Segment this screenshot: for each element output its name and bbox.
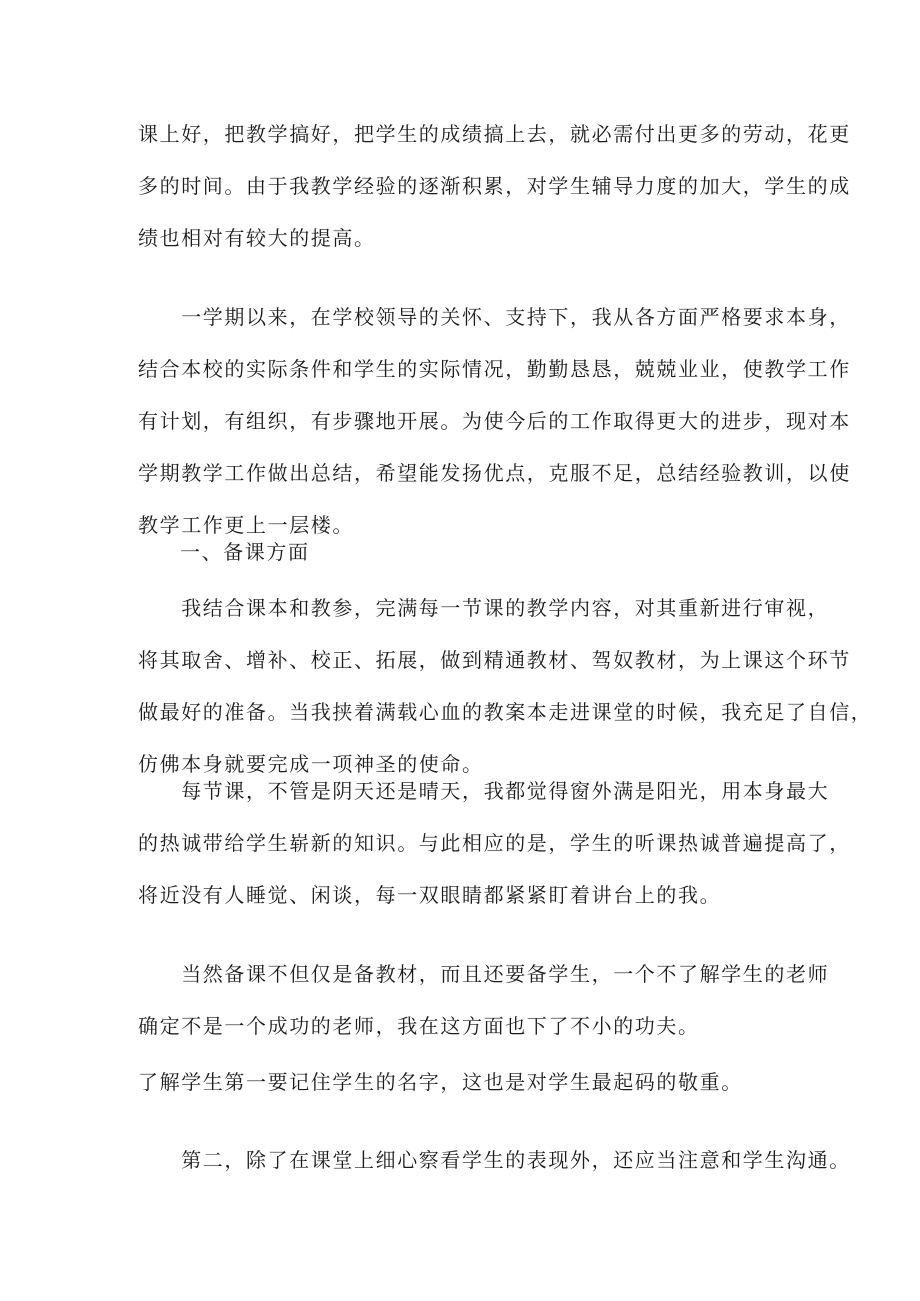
text-line: 结合本校的实际条件和学生的实际情况，勤勤恳恳，兢兢业业，使教学工作 — [138, 357, 851, 381]
text-line: 有计划，有组织，有步骤地开展。为使今后的工作取得更大的进步，现对本 — [138, 409, 851, 433]
heading-text: 一、备课方面 — [180, 540, 310, 564]
text-line: 学期教学工作做出总结，希望能发扬优点，克服不足，总结经验教训，以使 — [138, 461, 851, 485]
text-line: 当然备课不但仅是备教材，而且还要备学生，一个不了解学生的老师 — [138, 962, 830, 986]
text-line: 确定不是一个成功的老师，我在这方面也下了不小的功夫。 — [138, 1014, 700, 1038]
text-line: 绩也相对有较大的提高。 — [138, 226, 376, 250]
text-line: 教学工作更上一层楼。 — [138, 513, 354, 537]
text-line: 多的时间。由于我教学经验的逐渐积累，对学生辅导力度的加大，学生的成 — [138, 174, 851, 198]
paragraph-every-class — [138, 765, 851, 921]
text-line: 仿佛本身就要完成一项神圣的使命。 — [138, 752, 484, 776]
text-line: 做最好的准备。当我挟着满载心血的教案本走进课堂的时候，我充足了自信， — [138, 700, 873, 724]
paragraph-second-point — [138, 1134, 851, 1186]
paragraph-lesson-preparation — [138, 582, 872, 790]
text-line: 我结合课本和教参，完满每一节课的教学内容，对其重新进行审视， — [138, 596, 830, 620]
text-line: 的热诚带给学生崭新的知识。与此相应的是，学生的听课热诚普遍提高了， — [138, 831, 851, 855]
paragraph-prepare-students — [138, 948, 829, 1052]
text-line: 将近没有人睡觉、闲谈，每一双眼睛都紧紧盯着讲台上的我。 — [138, 883, 722, 907]
section-heading — [180, 526, 310, 578]
text-line: 第二，除了在课堂上细心察看学生的表现外，还应当注意和学生沟通。 — [138, 1148, 851, 1172]
text-line: 了解学生第一要记住学生的名字，这也是对学生最起码的敬重。 — [138, 1070, 743, 1094]
text-line: 每节课，不管是阴天还是晴天，我都觉得窗外满是阳光，用本身最大 — [138, 779, 830, 803]
paragraph-study-time — [138, 108, 851, 264]
text-line: 一学期以来，在学校领导的关怀、支持下，我从各方面严格要求本身， — [138, 305, 851, 329]
text-line: 课上好，把教学搞好，把学生的成绩搞上去，就必需付出更多的劳动，花更 — [138, 122, 851, 146]
paragraph-semester-summary — [138, 291, 851, 551]
text-line: 将其取舍、增补、校正、拓展，做到精通教材、驾奴教材，为上课这个环节 — [138, 648, 851, 672]
paragraph-remember-names — [138, 1056, 743, 1108]
